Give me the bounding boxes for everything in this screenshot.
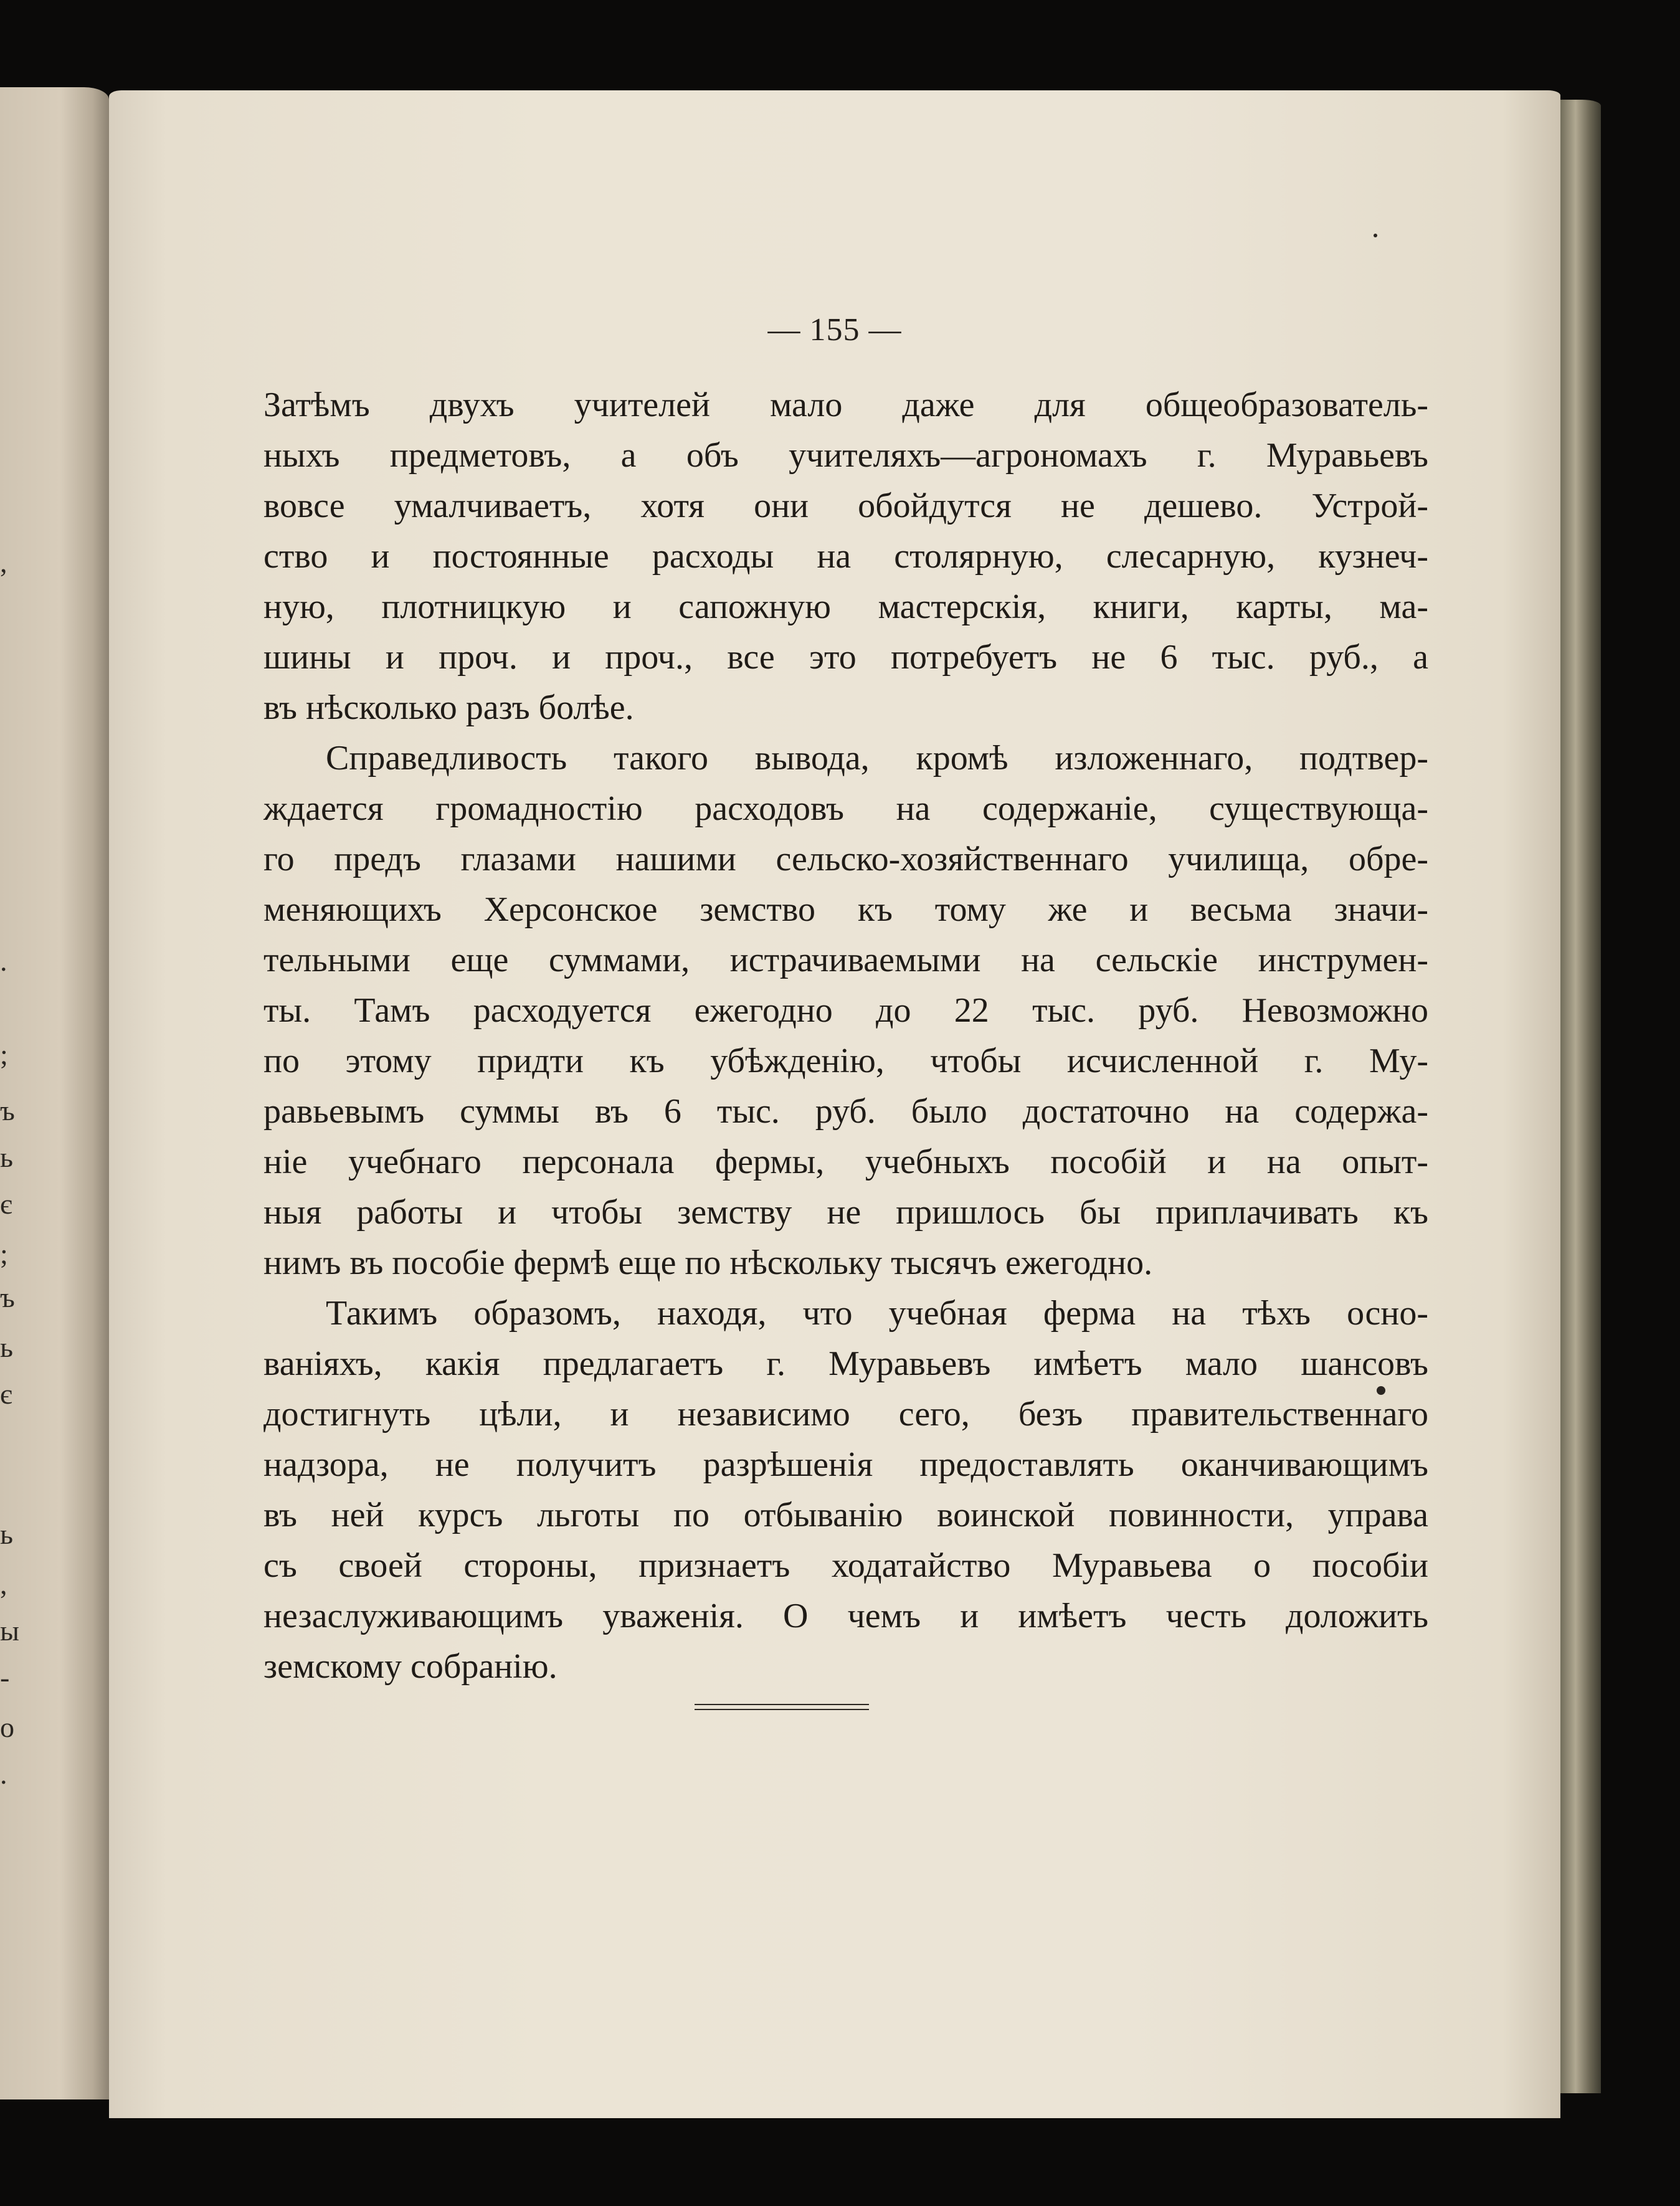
text-line: ніе учебнаго персонала фермы, учебныхъ пособій и на опыт- [263,1143,1428,1181]
text-line: Справедливость такого вывода, кромѣ изложеннаго, подтвер- [326,739,1428,777]
left-page-fragment: є [0,1188,12,1220]
text-line: ты. Тамъ расходуется ежегодно до 22 тыс. руб. Невозможно [263,991,1428,1030]
text-line: шины и проч. и проч., все это потребуетъ не 6 тыс. руб., а [263,638,1428,677]
left-page-fragment: ; [0,1039,8,1070]
paper-speck [1377,1386,1385,1395]
text-line: нимъ въ пособіе фермѣ еще по нѣскольку тысячъ ежегодно. [263,1243,1153,1282]
text-line: въ ней курсъ льготы по отбыванію воинской повинности, управа [263,1496,1428,1534]
text-line: ныя работы и чтобы земству не пришлось бы приплачивать къ [263,1193,1428,1232]
text-line: по этому придти къ убѣжденію, чтобы исчисленной г. Му- [263,1042,1428,1080]
book-page [109,90,1560,2118]
text-line: Затѣмъ двухъ учителей мало даже для общеобразователь- [263,386,1428,424]
left-page-fragment: - [0,1662,10,1693]
left-page-fragment: ъ [0,1281,15,1313]
body-text [263,380,1428,1692]
left-page-fragment: , [0,546,7,578]
text-line: тельными еще суммами, истрачиваемыми на сельскіе инструмен- [263,941,1428,979]
left-page-fragment: . [0,945,7,977]
text-line: ждается громадностію расходовъ на содержаніе, существующа- [263,789,1428,828]
text-line: надзора, не получитъ разрѣшенія предоставлять оканчивающимъ [263,1445,1428,1484]
text-line: ную, плотницкую и сапожную мастерскія, книги, карты, ма- [263,587,1428,626]
left-facing-page [0,87,109,2099]
page-number: — 155 — [767,312,902,348]
text-line: равьевымъ суммы въ 6 тыс. руб. было достаточно на содержа- [263,1092,1428,1131]
paper-speck [1374,234,1377,237]
left-page-fragment: ъ [0,1095,15,1126]
left-page-fragment: ь [0,1331,13,1363]
left-page-fragment: є [0,1378,12,1410]
left-page-fragment: . [0,1758,7,1790]
text-line: меняющихъ Херсонское земство къ тому же и весьма значи- [263,890,1428,929]
text-line: съ своей стороны, признаетъ ходатайство Муравьева о пособіи [263,1546,1428,1585]
text-line: земскому собранію. [263,1647,558,1686]
text-line: ныхъ предметовъ, а объ учителяхъ—агрономахъ г. Муравьевъ [263,436,1428,475]
left-page-fragment: , [0,1568,7,1600]
text-line: ство и постоянные расходы на столярную, слесарную, кузнеч- [263,537,1428,576]
left-page-fragment: ; [0,1238,8,1270]
text-line: вовсе умалчиваетъ, хотя они обойдутся не дешево. Устрой- [263,487,1428,525]
text-line: незаслуживающимъ уваженія. О чемъ и имѣетъ честь доложить [263,1597,1428,1635]
left-page-fragment: ы [0,1615,19,1647]
text-line: достигнуть цѣли, и независимо сего, безъ правительственнаго [263,1395,1428,1433]
text-line: въ нѣсколько разъ болѣе. [263,688,634,727]
left-page-fragment: ь [0,1141,13,1173]
left-page-fragment: ь [0,1518,13,1550]
section-end-rule [695,1704,869,1710]
text-line: го предъ глазами нашими сельско-хозяйственнаго училища, обре- [263,840,1428,878]
text-line: ваніяхъ, какія предлагаетъ г. Муравьевъ имѣетъ мало шансовъ [263,1344,1428,1383]
text-line: Такимъ образомъ, находя, что учебная ферма на тѣхъ осно- [326,1294,1428,1333]
left-page-fragment: о [0,1711,14,1743]
